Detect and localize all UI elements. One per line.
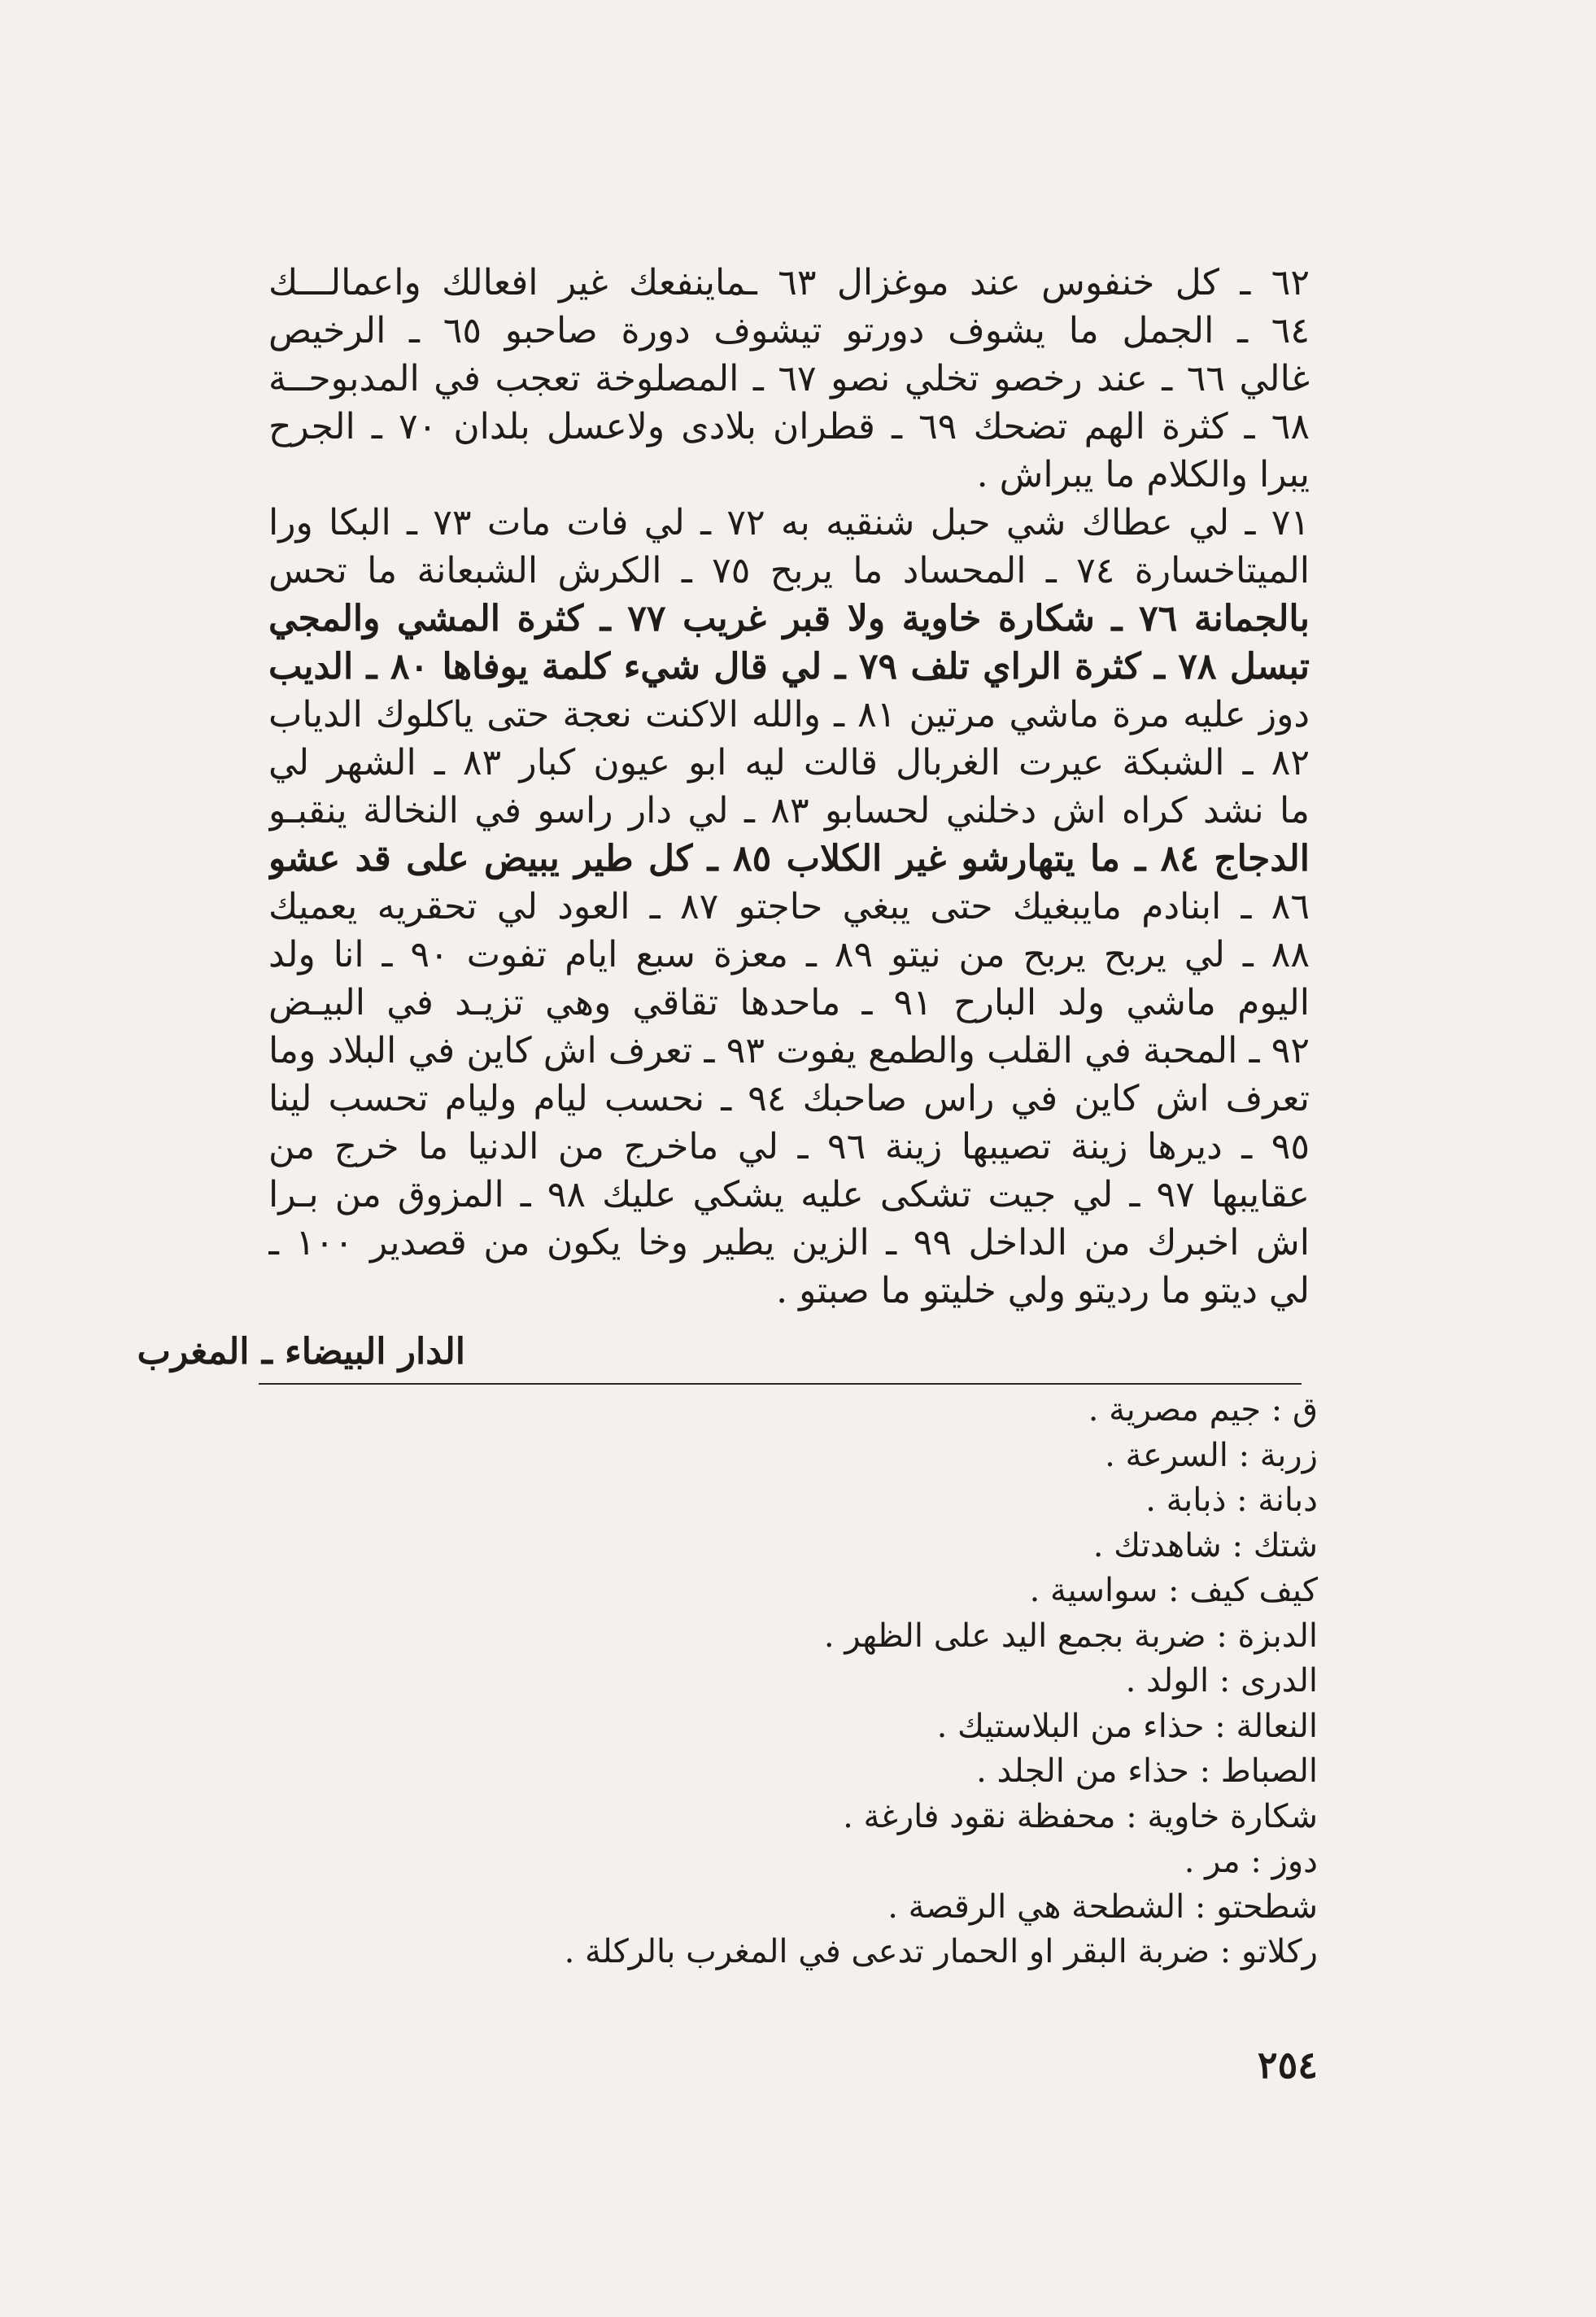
page-number: ٢٥٤ [1257,2043,1318,2087]
proverb-line: ٩٢ ـ المحبة في القلب والطمع يفوت ٩٣ ـ تعرف اش كاين في البلاد وما [268,1030,1310,1071]
proverb-line: الدجاج ٨٤ ـ ما يتهارشو غير الكلاب ٨٥ ـ كل طير يبيض على قد عشو [268,838,1310,879]
proverb-line: ٦٢ ـ كل خنفوس عند موغزال ٦٣ ـماينفعك غير افعالك واعمالـــك [268,262,1310,303]
glossary-entry: الصباط : حذاء من الجلد . [976,1752,1318,1790]
glossary-entry: شتك : شاهدتك . [1092,1526,1318,1564]
glossary-entry: ق : جيم مصرية . [1088,1391,1318,1429]
proverb-line: دوز عليه مرة ماشي مرتين ٨١ ـ والله الاكنت نعجة حتى ياكلوك الدياب [268,694,1310,735]
glossary-entry: ركلاتو : ضربة البقر او الحمار تدعى في المغرب بالركلة . [564,1933,1318,1970]
glossary-entry: شطحتو : الشطحة هي الرقصة . [887,1887,1318,1926]
proverb-line: ٨٨ ـ لي يربح يربح من نيتو ٨٩ ـ معزة سبع ايام تفوت ٩٠ ـ انا ولد [268,934,1310,975]
proverb-line: اش اخبرك من الداخل ٩٩ ـ الزين يطير وخا يكون من قصدير ١٠٠ ـ [268,1222,1310,1263]
proverb-line: ٨٢ ـ الشبكة عيرت الغربال قالت ليه ابو عيون كبار ٨٣ ـ الشهر لي [268,742,1310,783]
proverb-line: غالي ٦٦ ـ عند رخصو تخلي نصو ٦٧ ـ المصلوخة تعجب في المدبوحــة [268,358,1310,399]
glossary-entry: النعالة : حذاء من البلاستيك . [936,1707,1318,1745]
glossary-entry: كيف كيف : سواسية . [1029,1572,1318,1609]
proverb-line: ٦٨ ـ كثرة الهم تضحك ٦٩ ـ قطران بلادى ولاعسل بلدان ٧٠ ـ الجرح [268,406,1310,447]
proverb-line: ٧١ ـ لي عطاك شي حبل شنقيه به ٧٢ ـ لي فات مات ٧٣ ـ البكا ورا [268,502,1310,543]
glossary-entry: شكارة خاوية : محفظة نقود فارغة . [843,1797,1318,1835]
glossary-entry: الدبزة : ضربة بجمع اليد على الظهر . [823,1617,1318,1655]
proverb-line: ٩٥ ـ ديرها زينة تصيبها زينة ٩٦ ـ لي ماخرج من الدنيا ما خرج من [268,1126,1310,1167]
proverb-line: ٨٦ ـ ابنادم مايبغيك حتى يبغي حاجتو ٨٧ ـ العود لي تحقريه يعميك [268,886,1310,927]
proverb-line: بالجمانة ٧٦ ـ شكارة خاوية ولا قبر غريب ٧٧ ـ كثرة المشي والمجي [268,598,1310,639]
footnote-divider [259,1383,1302,1385]
glossary-footnotes [309,1388,1318,1975]
proverb-line: اليوم ماشي ولد البارح ٩١ ـ ماحدها تقاقي وهي تزيـد في البيـض [268,982,1310,1023]
glossary-entry: زربة : السرعة . [1105,1436,1318,1474]
proverb-line: ما نشد كراه اش دخلني لحسابو ٨٣ ـ لي دار راسو في النخالة ينقبـو [268,790,1310,831]
glossary-entry: دبانة : ذبابة . [1145,1481,1318,1519]
proverb-line: تعرف اش كاين في راس صاحبك ٩٤ ـ نحسب ليام وليام تحسب لينا [268,1078,1310,1119]
glossary-entry: الدرى : الولد . [1125,1662,1318,1700]
proverb-line: عقايبها ٩٧ ـ لي جيت تشكى عليه يشكي عليك ٩٨ ـ المزوق من بـرا [268,1174,1310,1215]
proverbs-block [268,259,1310,1315]
proverb-line: ٦٤ ـ الجمل ما يشوف دورتو تيشوف دورة صاحبو ٦٥ ـ الرخيص [268,310,1310,351]
proverb-line: يبرا والكلام ما يبراش . [976,454,1310,495]
proverb-line: لي ديتو ما رديتو ولي خليتو ما صبتو . [776,1270,1310,1311]
proverb-line: تبسل ٧٨ ـ كثرة الراي تلف ٧٩ ـ لي قال شيء كلمة يوفاها ٨٠ ـ الديب [268,646,1310,687]
place-signature: الدار البيضاء ـ المغرب [137,1331,465,1372]
glossary-entry: دوز : مر . [1184,1843,1318,1880]
proverb-line: الميتاخسارة ٧٤ ـ المحساد ما يربح ٧٥ ـ الكرش الشبعانة ما تحس [268,550,1310,591]
